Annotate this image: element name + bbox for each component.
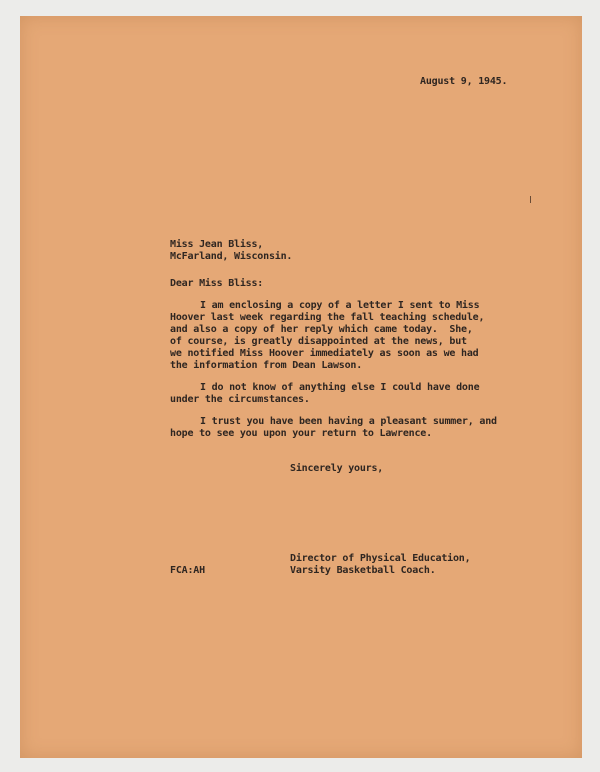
- signature-title-1: Director of Physical Education,: [290, 553, 471, 564]
- paragraph-3-line-2: hope to see you upon your return to Lawrence.: [170, 428, 432, 439]
- paragraph-1-line-4: of course, is greatly disappointed at the news, but: [170, 336, 467, 347]
- closing: Sincerely yours,: [290, 463, 384, 474]
- paragraph-1-line-5: we notified Miss Hoover immediately as soon as we had: [170, 348, 479, 359]
- paragraph-1-line-6: the information from Dean Lawson.: [170, 360, 363, 371]
- salutation: Dear Miss Bliss:: [170, 278, 264, 289]
- paragraph-1-line-2: Hoover last week regarding the fall teaching schedule,: [170, 312, 485, 323]
- paragraph-3-line-1: I trust you have been having a pleasant summer, and: [200, 416, 497, 427]
- letter-date: August 9, 1945.: [420, 76, 508, 87]
- reference-initials: FCA:AH: [170, 565, 205, 576]
- paragraph-1-line-3: and also a copy of her reply which came today. She,: [170, 324, 473, 335]
- signature-title-2: Varsity Basketball Coach.: [290, 565, 436, 576]
- recipient-location: McFarland, Wisconsin.: [170, 251, 293, 262]
- paragraph-2-line-1: I do not know of anything else I could have done: [200, 382, 480, 393]
- recipient-name: Miss Jean Bliss,: [170, 239, 264, 250]
- stray-mark: [530, 196, 531, 203]
- letter-page: [20, 16, 582, 758]
- paragraph-2-line-2: under the circumstances.: [170, 394, 310, 405]
- paragraph-1-line-1: I am enclosing a copy of a letter I sent to Miss: [200, 300, 480, 311]
